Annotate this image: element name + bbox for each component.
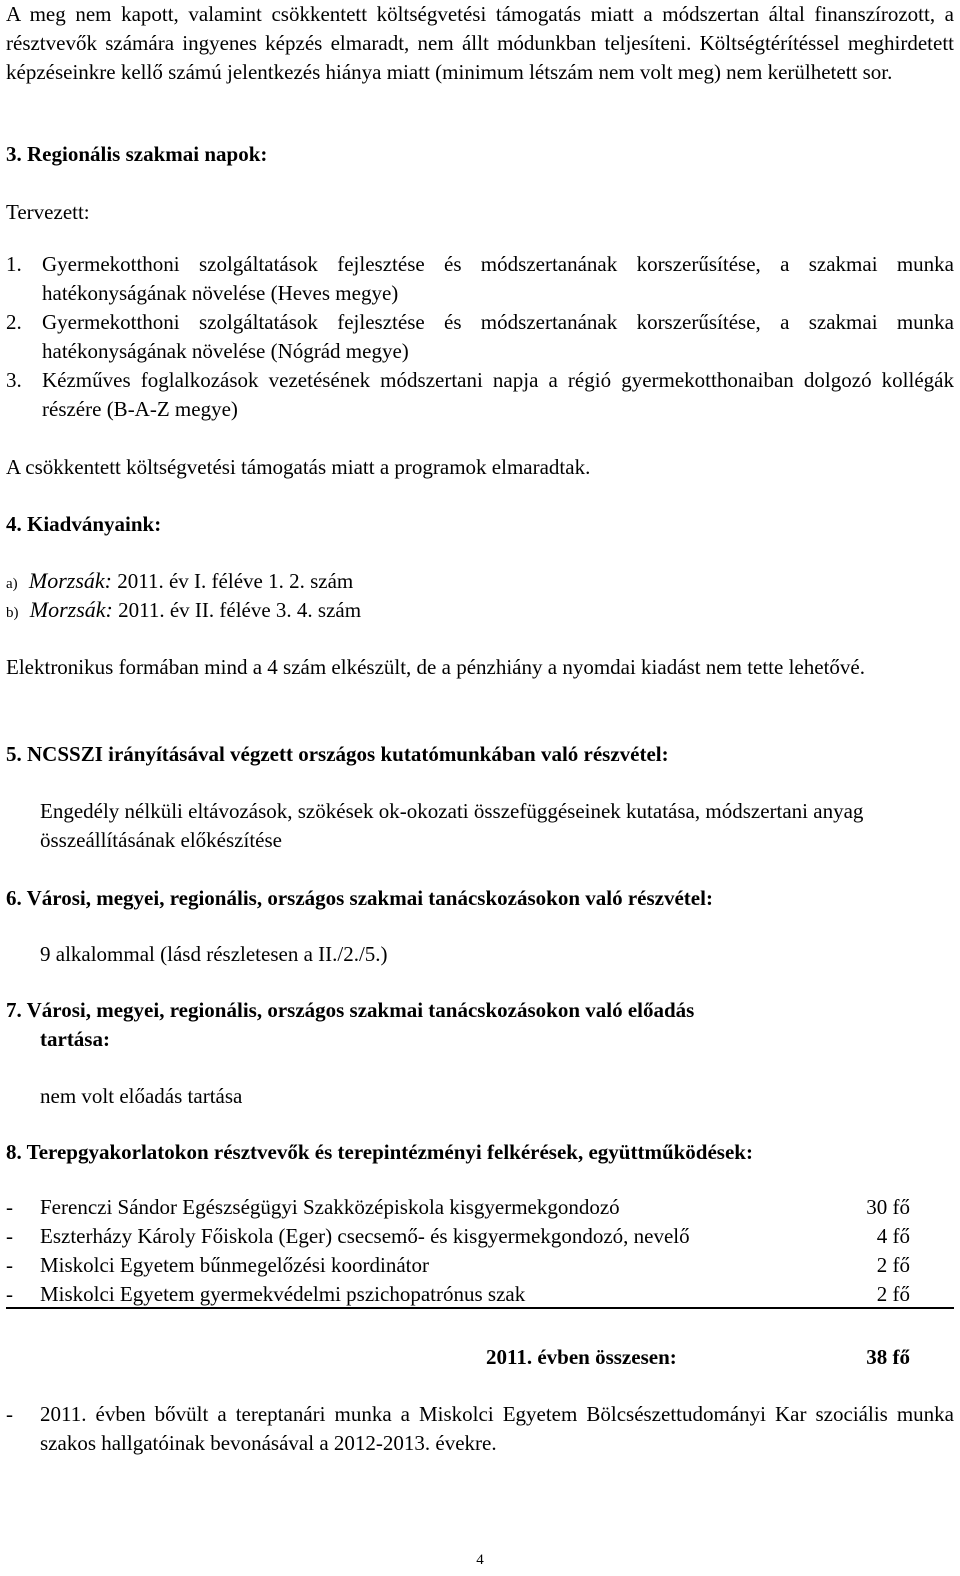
row-count: 2 fő bbox=[876, 1282, 910, 1306]
row-name: Miskolci Egyetem gyermekvédelmi pszichopatrónus szak bbox=[40, 1282, 526, 1306]
section7-heading: 7. Városi, megyei, regionális, országos szakmai tanácskozásokon való előadás bbox=[6, 998, 695, 1022]
section5-text: Engedély nélküli eltávozások, szökések ok-okozati összefüggéseinek kutatása, módszertani anyag összeállításának előkészítése bbox=[40, 799, 864, 852]
table-row bbox=[6, 1251, 910, 1280]
section7-heading-continued: tartása: bbox=[40, 1027, 110, 1051]
intro-paragraph: A meg nem kapott, valamint csökkentett költségvetési támogatás miatt a módszertan által finanszírozott, a résztvevők számára ingyenes képzés elmaradt, nem állt módunkban teljesíteni. Költségtérítéssel meghirdetett képzéseinkre kellő számú jelentkezés hiánya miatt (minimum létszám nem volt meg) nem kerülhetett sor. bbox=[6, 2, 954, 84]
section3-heading: 3. Regionális szakmai napok: bbox=[6, 142, 268, 166]
page-number: 4 bbox=[476, 1552, 484, 1568]
row-name: Ferenczi Sándor Egészségügyi Szakközépiskola kisgyermekgondozó bbox=[40, 1195, 620, 1219]
table-row bbox=[6, 1222, 910, 1251]
table-row bbox=[6, 1193, 910, 1222]
list-number: 1. bbox=[6, 252, 22, 276]
list-text: 2011. évben bővült a tereptanári munka a Miskolci Egyetem Bölcsészettudományi Kar szociális munka szakos hallgatóinak bevonásával a 2012-2013. évekre. bbox=[40, 1402, 954, 1455]
planned-label: Tervezett: bbox=[6, 200, 90, 224]
total-label: 2011. évben összesen: bbox=[486, 1345, 677, 1369]
publication-detail: 2011. év I. féléve 1. 2. szám bbox=[112, 569, 354, 593]
list-number: 3. bbox=[6, 368, 22, 392]
list-item bbox=[6, 1400, 954, 1458]
publication-item bbox=[6, 595, 954, 628]
row-name: Eszterházy Károly Főiskola (Eger) csecsemő- és kisgyermekgondozó, nevelő bbox=[40, 1224, 690, 1248]
list-item bbox=[6, 250, 954, 308]
list-text: Kézműves foglalkozások vezetésének módszertani napja a régió gyermekotthonaiban dolgozó kollégák részére (B-A-Z megye) bbox=[42, 368, 954, 421]
publication-title: Morzsák: bbox=[28, 568, 113, 593]
list-item bbox=[6, 308, 954, 366]
row-dash: - bbox=[6, 1224, 13, 1248]
row-dash: - bbox=[6, 1282, 13, 1306]
section5-heading: 5. NCSSZI irányításával végzett országos kutatómunkában való részvétel: bbox=[6, 742, 669, 766]
row-count: 30 fő bbox=[866, 1195, 910, 1219]
section3-note: A csökkentett költségvetési támogatás miatt a programok elmaradtak. bbox=[6, 455, 591, 479]
total-value: 38 fő bbox=[866, 1345, 910, 1369]
row-count: 2 fő bbox=[876, 1253, 910, 1277]
list-item bbox=[6, 366, 954, 424]
list-dash: - bbox=[6, 1402, 13, 1426]
row-name: Miskolci Egyetem bűnmegelőzési koordinátor bbox=[40, 1253, 429, 1277]
section6-text: 9 alkalommal (lásd részletesen a II./2./5.) bbox=[40, 942, 388, 966]
publication-label: a) bbox=[6, 576, 18, 592]
row-count: 4 fő bbox=[876, 1224, 910, 1248]
row-dash: - bbox=[6, 1253, 13, 1277]
section4-heading: 4. Kiadványaink: bbox=[6, 512, 162, 536]
row-dash: - bbox=[6, 1195, 13, 1219]
section8-heading: 8. Terepgyakorlatokon résztvevők és terepintézményi felkérések, együttműködések: bbox=[6, 1140, 753, 1164]
list-number: 2. bbox=[6, 310, 22, 334]
total-row bbox=[6, 1343, 910, 1372]
publication-label: b) bbox=[6, 605, 19, 621]
publication-title: Morzsák: bbox=[29, 597, 113, 622]
section6-heading: 6. Városi, megyei, regionális, országos szakmai tanácskozásokon való részvétel: bbox=[6, 886, 713, 910]
table-row bbox=[6, 1280, 910, 1309]
publication-detail: 2011. év II. féléve 3. 4. szám bbox=[112, 598, 362, 622]
section7-text: nem volt előadás tartása bbox=[40, 1084, 243, 1108]
list-text: Gyermekotthoni szolgáltatások fejlesztése és módszertanának korszerűsítése, a szakmai munka hatékonyságának növelése (Heves megye) bbox=[42, 252, 954, 305]
table-divider bbox=[6, 1307, 954, 1309]
list-text: Gyermekotthoni szolgáltatások fejlesztése és módszertanának korszerűsítése, a szakmai munka hatékonyságának növelése (Nógrád megye) bbox=[42, 310, 954, 363]
section4-note: Elektronikus formában mind a 4 szám elkészült, de a pénzhiány a nyomdai kiadást nem tette lehetővé. bbox=[6, 655, 865, 679]
